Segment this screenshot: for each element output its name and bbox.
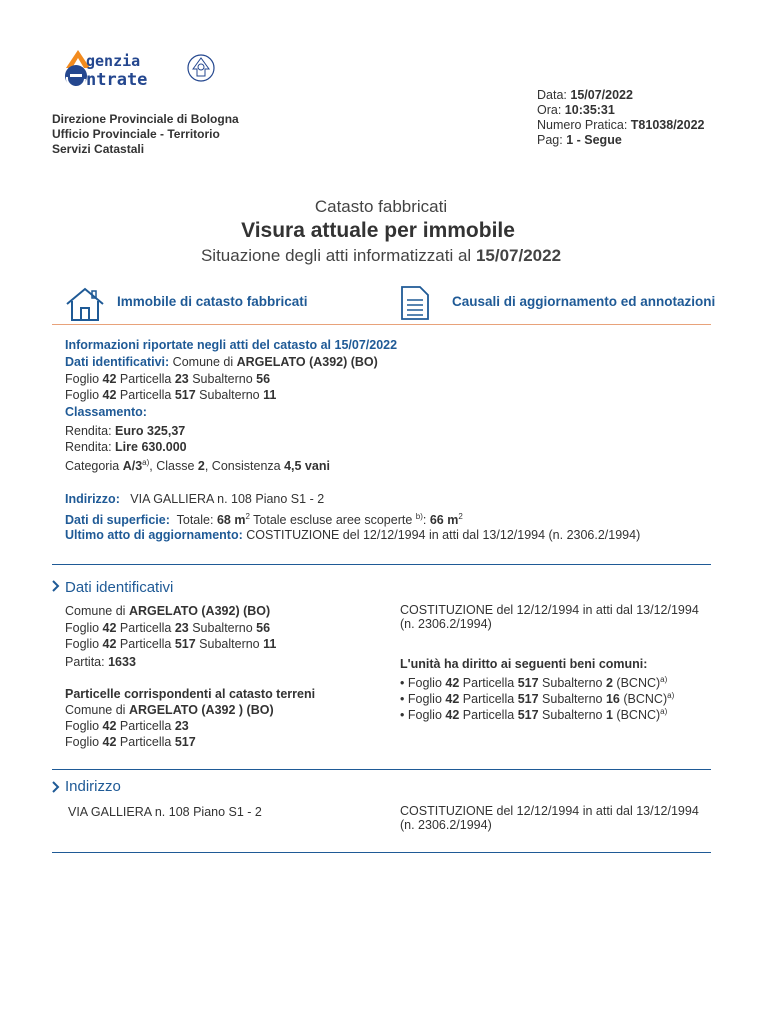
section-title-indirizzo[interactable]: Indirizzo <box>65 778 121 795</box>
tab-immobile[interactable]: Immobile di catasto fabbricati <box>117 294 308 309</box>
meta-data: Data: 15/07/2022 <box>537 88 633 102</box>
beni-item: • Foglio 42 Particella 517 Subalterno 16 (BCNC)$^{a)}$ <box>400 691 675 707</box>
meta-ora: Ora: 10:35:31 <box>537 103 615 117</box>
subtitle-date: 15/07/2022 <box>475 246 562 265</box>
beni-item: • Foglio 42 Particella 517 Subalterno 2 (BCNC)$^{a)}$ <box>400 675 668 691</box>
summary-indirizzo: Indirizzo: VIA GALLIERA n. 108 Piano S1 - 2 <box>65 492 325 506</box>
section-divider <box>52 564 711 565</box>
dati-comune: Comune di ARGELATO (A392) (BO) <box>65 604 271 618</box>
agenzia-entrate-logo <box>56 48 216 92</box>
office-block <box>52 112 239 157</box>
dati-foglio-row: Foglio 42 Particella 23 Subalterno 56 <box>65 621 271 635</box>
section-title-dati[interactable]: Dati identificativi <box>65 579 174 596</box>
dati-partita: Partita: 1633 <box>65 655 136 669</box>
beni-title: L'unità ha diritto ai seguenti beni comuni: <box>400 657 648 671</box>
terreni-comune: Comune di ARGELATO (A392 ) (BO) <box>65 703 274 717</box>
meta-pratica: Numero Pratica: T81038/2022 <box>537 118 705 132</box>
summary-superficie: Dati di superficie: Totale: 68 $m^2$ Totale escluse aree scoperte $^{b)}$: 66 $m^2$ <box>65 512 463 528</box>
terreni-row: Foglio 42 Particella 23 <box>65 719 189 733</box>
summary-foglio-row: Foglio 42 Particella 23 Subalterno 56 <box>65 372 271 386</box>
meta-pag-value: 1 - Segue <box>566 133 622 147</box>
indirizzo-address: VIA GALLIERA n. 108 Piano S1 - 2 <box>68 805 262 819</box>
summary-ultimo-atto: Ultimo atto di aggiornamento: COSTITUZIONE del 12/12/1994 in atti dal 13/12/1994 (n. 2306.2/1994) <box>65 528 641 542</box>
summary-comune: ARGELATO (A392) (BO) <box>236 355 378 369</box>
dati-foglio-row: Foglio 42 Particella 517 Subalterno 11 <box>65 637 277 651</box>
page-subtitle: Situazione degli atti informatizzati al 15/07/2022 <box>200 246 562 265</box>
office-line: Direzione Provinciale di Bologna <box>52 112 239 126</box>
dati-costituzione: COSTITUZIONE del 12/12/1994 in atti dal 13/12/1994 (n. 2306.2/1994) <box>400 603 699 631</box>
tab-causali[interactable]: Causali di aggiornamento ed annotazioni <box>452 294 716 309</box>
document-icon <box>400 285 430 324</box>
indirizzo-costituzione: COSTITUZIONE del 12/12/1994 in atti dal 13/12/1994 (n. 2306.2/1994) <box>400 804 699 832</box>
heading-kicker: Catasto fabbricati <box>314 197 448 216</box>
chevron-right-icon[interactable] <box>51 781 61 796</box>
orange-divider <box>52 324 711 325</box>
summary-rendita-euro: Rendita: Euro 325,37 <box>65 424 186 438</box>
office-line: Servizi Catastali <box>52 142 145 156</box>
particelle-title: Particelle corrispondenti al catasto terreni <box>65 687 316 701</box>
summary-dati: Dati identificativi: Comune di ARGELATO (A392) (BO) <box>65 355 378 369</box>
logo-word-entrate: ntrate <box>86 70 148 90</box>
office-line: Ufficio Provinciale - Territorio <box>52 127 220 141</box>
logo-word-agenzia: genzia <box>86 52 141 70</box>
page-title: Visura attuale per immobile <box>241 219 515 242</box>
section-divider <box>52 852 711 853</box>
house-icon <box>64 286 106 325</box>
meta-block <box>537 88 704 148</box>
summary-categoria: Categoria A/3$^{a)}$, Classe 2, Consistenza 4,5 vani <box>65 458 330 474</box>
meta-pag: Pag: 1 - Segue <box>537 133 622 147</box>
summary-intro: Informazioni riportate negli atti del catasto al 15/07/2022 <box>65 338 398 352</box>
beni-item: • Foglio 42 Particella 517 Subalterno 1 (BCNC)$^{a)}$ <box>400 707 668 723</box>
meta-data-value: 15/07/2022 <box>570 88 633 102</box>
terreni-row: Foglio 42 Particella 517 <box>65 735 196 749</box>
chevron-right-icon[interactable] <box>51 580 61 595</box>
meta-ora-value: 10:35:31 <box>564 103 615 117</box>
summary-classamento: Classamento: <box>65 405 147 419</box>
meta-pratica-value: T81038/2022 <box>630 118 705 132</box>
summary-foglio-row: Foglio 42 Particella 517 Subalterno 11 <box>65 388 277 402</box>
summary-rendita-lire: Rendita: Lire 630.000 <box>65 440 187 454</box>
section-divider <box>52 769 711 770</box>
